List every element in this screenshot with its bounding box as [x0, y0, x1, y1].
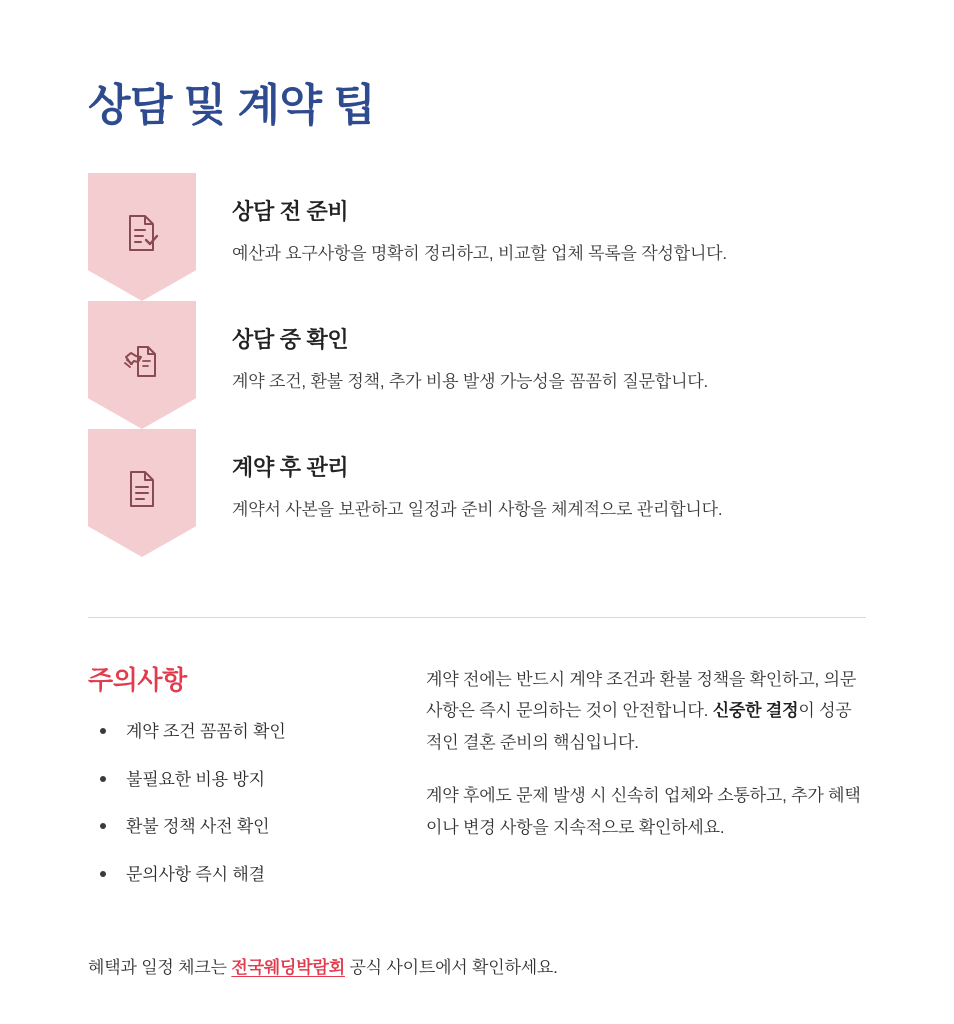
notice-column	[88, 660, 418, 909]
list-item	[88, 719, 418, 745]
step-marker-3	[88, 429, 196, 557]
step-body	[196, 429, 722, 523]
list-item-label: 계약 조건 꼼꼼히 확인	[126, 722, 286, 741]
lower-section	[88, 660, 866, 909]
footer-suffix: 공식 사이트에서 확인하세요.	[344, 958, 558, 977]
bullet-icon	[100, 823, 106, 829]
steps-list	[88, 173, 866, 557]
bullet-icon	[100, 871, 106, 877]
paragraph-text-tail: 이 성공적인 결혼 준비의 핵심입니다.	[426, 701, 852, 752]
notice-list	[88, 719, 418, 887]
step-body	[196, 301, 708, 395]
step-item	[88, 301, 866, 429]
handshake-document-icon	[122, 349, 162, 381]
bullet-icon	[100, 728, 106, 734]
paragraph-emphasis: 신중한 결정	[712, 701, 799, 721]
step-heading: 상담 중 확인	[232, 327, 349, 352]
step-description: 계약 조건, 환불 정책, 추가 비용 발생 가능성을 꼼꼼히 질문합니다.	[232, 372, 709, 391]
step-heading: 계약 후 관리	[232, 455, 349, 480]
document-lines-icon	[125, 477, 159, 509]
bullet-icon	[100, 776, 106, 782]
footer-prefix: 혜택과 일정 체크는	[88, 958, 232, 977]
step-description: 계약서 사본을 보관하고 일정과 준비 사항을 체계적으로 관리합니다.	[232, 500, 723, 519]
document-check-icon	[124, 221, 160, 253]
step-marker-1	[88, 173, 196, 301]
step-body	[196, 173, 727, 267]
list-item	[88, 767, 418, 793]
list-item-label: 문의사항 즉시 해결	[126, 864, 265, 884]
section-divider	[88, 617, 866, 618]
step-item	[88, 173, 866, 301]
step-description: 예산과 요구사항을 명확히 정리하고, 비교할 업체 목록을 작성합니다.	[232, 244, 727, 263]
list-item	[88, 814, 418, 840]
list-item-label: 불필요한 비용 방지	[126, 769, 265, 789]
body-paragraph-2: 계약 후에도 문제 발생 시 신속히 업체와 소통하고, 추가 혜택이나 변경 사항을 지속적으로 확인하세요.	[426, 786, 861, 837]
step-item	[88, 429, 866, 557]
page-title: 상담 및 계약 팁	[88, 81, 376, 130]
step-marker-2	[88, 301, 196, 429]
footer-note	[88, 953, 866, 978]
notice-title: 주의사항	[88, 665, 187, 695]
list-item	[88, 862, 418, 888]
body-paragraph-1	[426, 664, 866, 758]
step-heading: 상담 전 준비	[232, 199, 349, 224]
list-item-label: 환불 정책 사전 확인	[126, 817, 270, 836]
expo-site-link[interactable]: 전국웨딩박람회	[231, 958, 345, 977]
body-column	[418, 660, 866, 909]
paragraph-text-lead: 계약 전에는 반드시 계약 조건과 환불 정책을 확인하고, 의문 사항은 즉시 문의하는 것이 안전합니다.	[426, 670, 857, 721]
